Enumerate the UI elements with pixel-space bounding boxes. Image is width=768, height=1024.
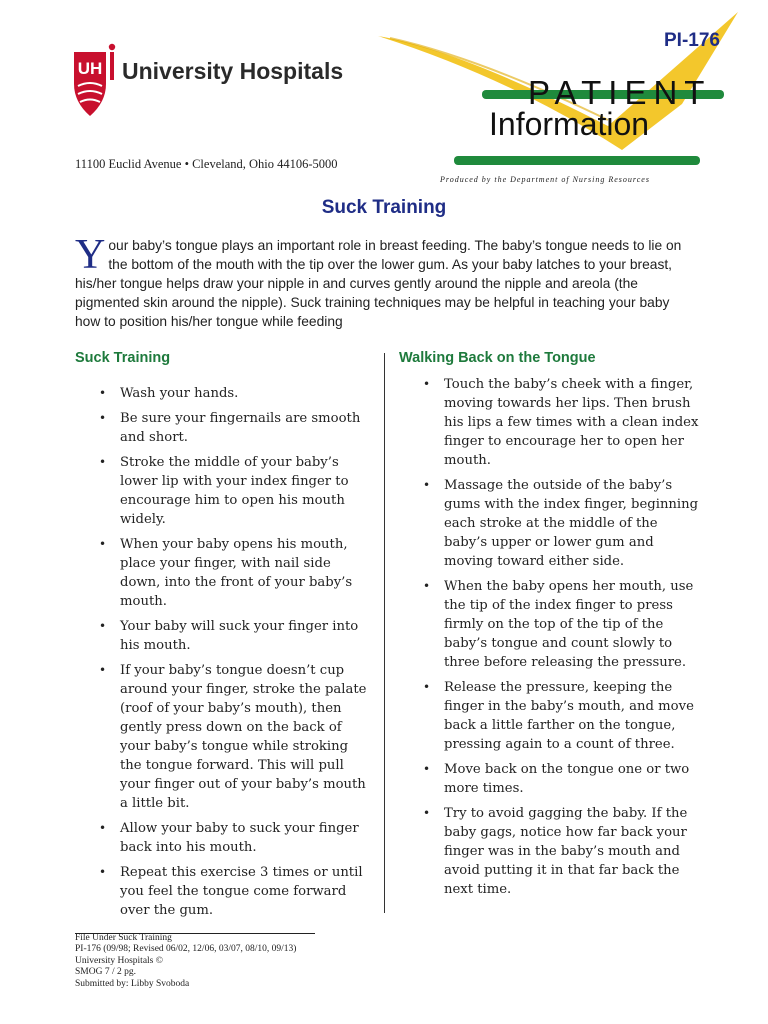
bullet-icon: • [99,455,107,469]
bullet-icon: • [99,411,107,425]
bullet-icon: • [99,386,107,400]
patient-word: PATIENT [528,74,712,111]
bullet-icon: • [99,865,107,879]
uh-shield-icon [70,40,120,120]
bullet-icon: • [423,377,431,391]
bullet-icon: • [99,537,107,551]
bullet-icon: • [423,579,431,593]
drop-cap: Y [75,232,106,278]
suck-training-list [96,384,368,926]
list-item: • Your baby will suck your finger into his mouth. [99,619,359,653]
page-title: Suck Training [321,197,447,218]
footer-line: File Under Suck Training [75,933,172,943]
list-item: • Massage the outside of the baby’s gums with the index finger, beginning each stroke at the middle of the baby’s upper or lower gum and moving toward either side. [423,478,699,569]
intro-text: our baby’s tongue plays an important role in breast feeding. The baby’s tongue needs to lie on the bottom of the mouth with the tip over the lower gum. As your baby latches to your breast, his/her tongue helps draw your nipple in and curves gently around the nipple and areola (the pigmented skin around the nipple). Suck training techniques may be helpful in teaching your baby how to position his/her tongue while feeding [75,238,682,329]
produced-by-note: Produced by the Department of Nursing Resources [440,175,650,184]
bullet-icon: • [99,663,107,677]
list-item: • When your baby opens his mouth, place your finger, with nail side down, into the front of your baby’s mouth. [99,537,353,609]
list-item: • Release the pressure, keeping the finger in the baby’s mouth, and move back a little farther on the tongue, pressing again to a count of three. [423,680,694,752]
footer [75,933,296,990]
address: 11100 Euclid Avenue • Cleveland, Ohio 44106-5000 [75,157,338,171]
green-bar-bottom [454,156,700,165]
list-item: • If your baby’s tongue doesn’t cup around your finger, stroke the palate (roof of your baby’s mouth), then gently press down on the back of your baby’s tongue while stroking the tongue forward. This will pull your finger out of your baby’s mouth a little bit. [99,663,367,811]
list-item: • Stroke the middle of your baby’s lower lip with your index finger to encourage him to open his mouth widely. [99,455,349,527]
list-item: • Try to avoid gagging the baby. If the baby gags, notice how far back your finger was in the baby’s mouth and avoid putting it in that far back the next time. [423,806,688,897]
footer-line: PI-176 (09/98; Revised 06/02, 12/06, 03/07, 08/10, 09/13) [75,944,297,955]
suck-training-heading: Suck Training [75,350,171,366]
walking-back-list [420,375,700,905]
list-item: • Touch the baby’s cheek with a finger, moving towards her lips. Then brush his lips a few times with a clean index finger to encourage her to open her mouth. [423,377,699,468]
logo-name: University Hospitals [122,58,344,84]
bullet-icon: • [423,762,431,776]
column-divider [384,353,385,913]
footer-line: Submitted by: Libby Svoboda [75,978,190,989]
logo-mark-text: UH [77,59,103,78]
information-word: Information [489,106,650,142]
list-item: • Allow your baby to suck your finger back into his mouth. [99,821,359,855]
list-item: • When the baby opens her mouth, use the tip of the index finger to press firmly on the top of the tip of the baby’s tongue and count slowly to three before releasing the pressure. [423,579,694,670]
intro-paragraph [75,232,690,331]
list-item: • Repeat this exercise 3 times or until you feel the tongue come forward over the gum. [99,865,363,918]
footer-line: SMOG 7 / 2 pg. [75,967,136,978]
list-item: • Be sure your fingernails are smooth and short. [99,411,361,445]
bullet-icon: • [423,806,431,820]
pi-code: PI-176 [664,30,720,51]
list-item: • Move back on the tongue one or two more times. [423,762,690,796]
bullet-icon: • [423,680,431,694]
list-item: • Wash your hands. [99,386,239,401]
footer-line: University Hospitals © [75,955,163,966]
bullet-icon: • [99,821,107,835]
bullet-icon: • [99,619,107,633]
university-hospitals-logo [70,40,360,120]
bullet-icon: • [423,478,431,492]
walking-back-heading: Walking Back on the Tongue [399,350,596,366]
